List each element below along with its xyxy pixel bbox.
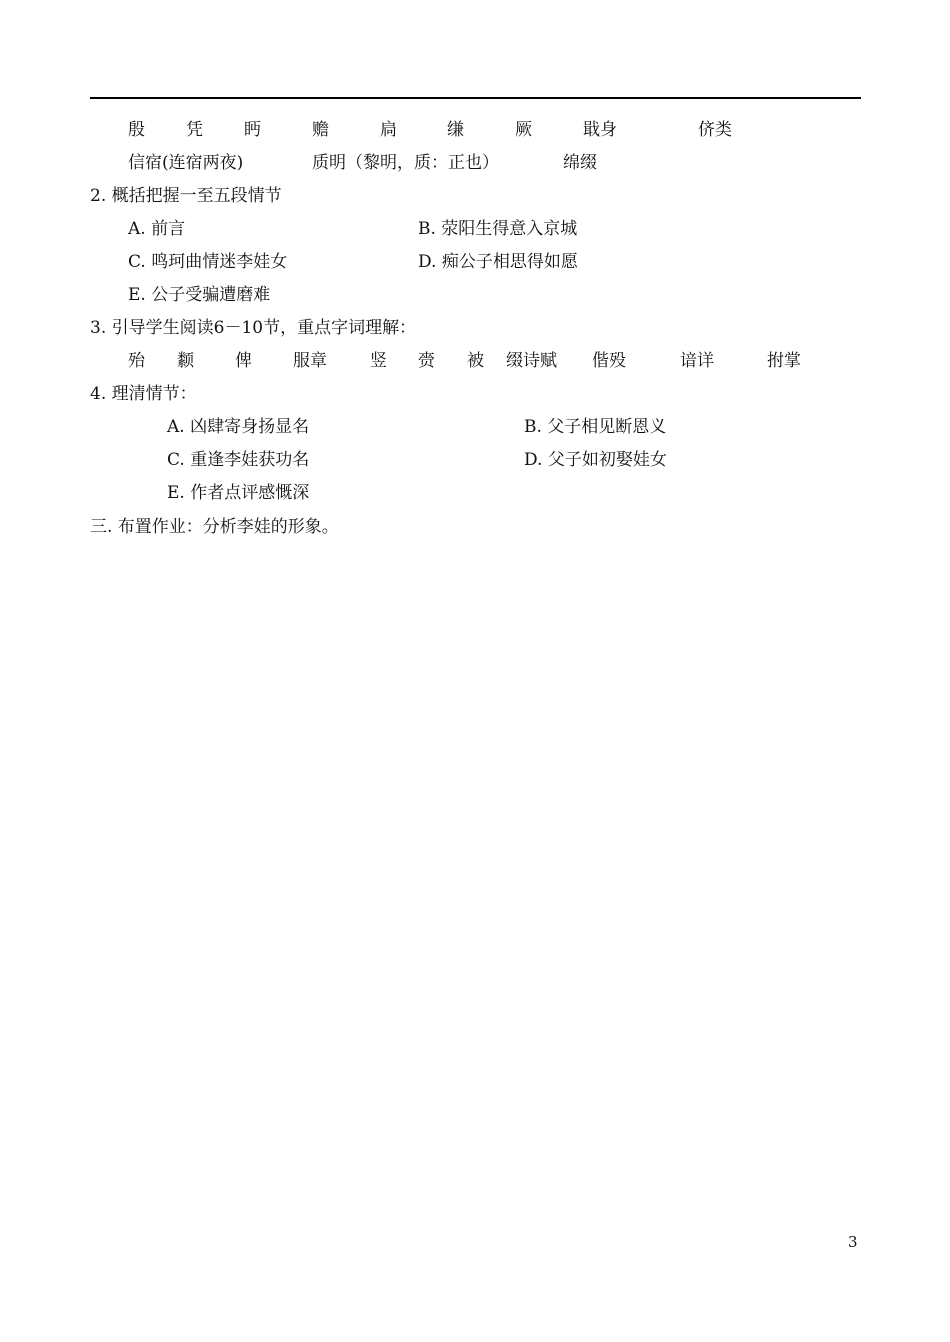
plot-item: E. 作者点评感慨深	[167, 483, 310, 503]
outline-item: E. 公子受骗遭磨难	[128, 285, 271, 305]
outline-item: A. 前言	[128, 219, 186, 239]
key-word: 谙详	[680, 351, 714, 371]
vocab-word: 赡	[312, 120, 329, 140]
vocab-word: 质明（黎明，质：正也）	[312, 153, 499, 173]
page-number: 3	[848, 1233, 858, 1251]
key-word: 缀诗赋	[506, 351, 557, 371]
plot-item: D. 父子如初娶娃女	[524, 450, 667, 470]
vocab-word: 戢身	[583, 120, 617, 140]
vocab-word: 信宿(连宿两夜)	[128, 153, 244, 173]
key-word: 竖	[370, 351, 387, 371]
outline-item: D. 痴公子相思得如愿	[418, 252, 578, 272]
vocab-word: 绵缀	[563, 153, 597, 173]
key-word: 赍	[418, 351, 435, 371]
plot-item: C. 重逢李娃获功名	[167, 450, 310, 470]
key-word: 殆	[128, 351, 145, 371]
plot-item: B. 父子相见断恩义	[524, 417, 667, 437]
outline-item: C. 鸣珂曲情迷李娃女	[128, 252, 288, 272]
header-rule	[90, 97, 861, 99]
vocab-word: 扃	[380, 120, 397, 140]
vocab-word: 侪类	[698, 120, 732, 140]
section-4-heading: 4. 理清情节：	[90, 384, 197, 404]
vocab-word: 厥	[515, 120, 532, 140]
key-word: 俾	[235, 351, 252, 371]
vocab-word: 缣	[447, 120, 464, 140]
key-word: 偕殁	[592, 351, 626, 371]
key-word: 颣	[177, 351, 194, 371]
vocab-word: 殷	[128, 120, 145, 140]
section-3-heading: 3. 引导学生阅读6－10节，重点字词理解：	[90, 318, 417, 338]
section-2-heading: 2. 概括把握一至五段情节	[90, 186, 282, 206]
homework-assignment: 三. 布置作业：分析李娃的形象。	[90, 517, 339, 537]
key-word: 拊掌	[767, 351, 801, 371]
plot-item: A. 凶肆寄身扬显名	[167, 417, 310, 437]
vocab-word: 眄	[244, 120, 261, 140]
vocab-word: 凭	[186, 120, 203, 140]
key-word: 服章	[293, 351, 327, 371]
outline-item: B. 荥阳生得意入京城	[418, 219, 578, 239]
key-word: 被	[467, 351, 484, 371]
